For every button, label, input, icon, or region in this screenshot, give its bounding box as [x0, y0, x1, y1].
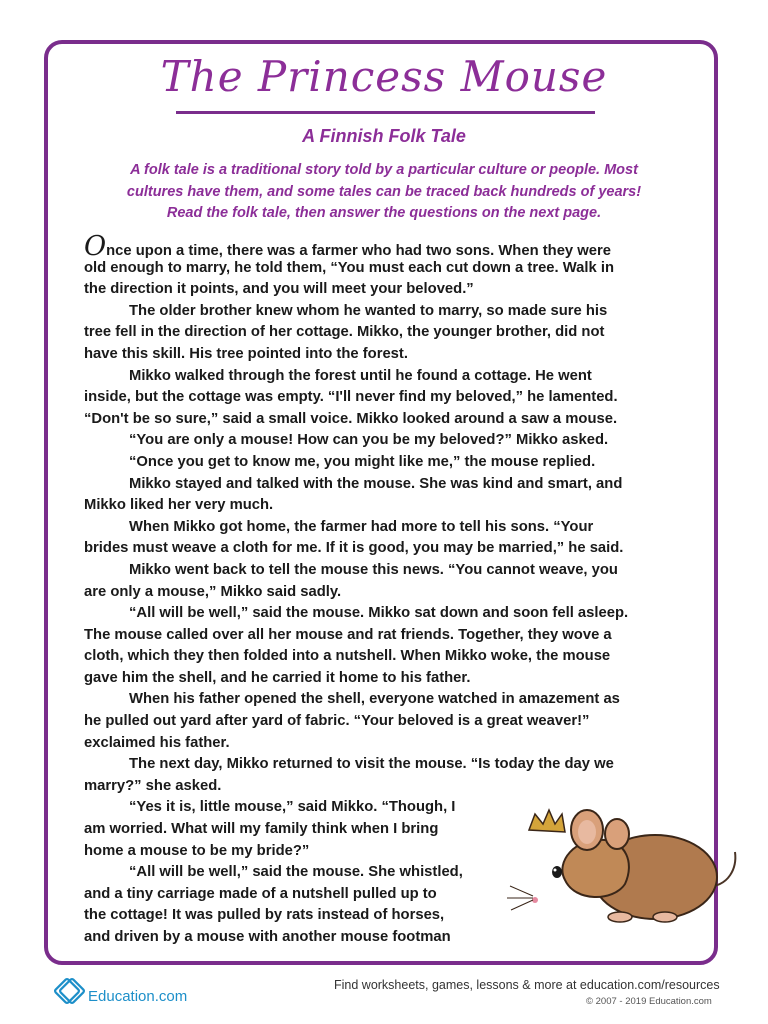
story-line: brides must weave a cloth for me. If it is good, you may be married,” he said.	[84, 540, 624, 557]
drop-cap: O	[84, 231, 107, 262]
story-line: tree fell in the direction of her cottage. Mikko, the younger brother, did not	[84, 324, 605, 341]
story-line: Mikko liked her very much.	[84, 497, 274, 514]
story-line: the cottage! It was pulled by rats instead of horses,	[84, 907, 445, 924]
story-line: When his father opened the shell, everyone watched in amazement as	[129, 691, 620, 708]
story-line: have this skill. His tree pointed into the forest.	[84, 345, 408, 362]
story-line: Mikko went back to tell the mouse this news. “You cannot weave, you	[129, 561, 618, 578]
story-line: “All will be well,” said the mouse. She whistled,	[129, 864, 463, 881]
story-line: old enough to marry, he told them, “You must each cut down a tree. Walk in	[84, 259, 614, 276]
story-line: The next day, Mikko returned to visit the mouse. “Is today the day we	[129, 756, 614, 773]
story-line: The mouse called over all her mouse and rat friends. Together, they wove a	[84, 626, 612, 643]
story-line: “Once you get to know me, you might like me,” the mouse replied.	[129, 453, 596, 470]
story-line: home a mouse to be my bride?”	[84, 842, 310, 859]
story-line: nce upon a time, there was a farmer who had two sons. When they were	[106, 243, 611, 259]
footer-copyright: © 2007 - 2019 Education.com	[586, 996, 712, 1007]
story-line: and a tiny carriage made of a nutshell pulled up to	[84, 885, 437, 902]
story-line: Mikko walked through the forest until he found a cottage. He went	[129, 367, 592, 384]
title-underline	[176, 111, 595, 114]
story-line: The older brother knew whom he wanted to marry, so made sure his	[129, 302, 608, 319]
story-line: “You are only a mouse! How can you be my beloved?” Mikko asked.	[129, 432, 609, 449]
story-line: he pulled out yard after yard of fabric. “Your beloved is a great weaver!”	[84, 713, 590, 730]
education-logo-icon	[52, 972, 88, 1008]
story-line: “Don't be so sure,” said a small voice. Mikko looked around a saw a mouse.	[84, 410, 618, 427]
intro-line: A folk tale is a traditional story told by a particular culture or people. Most	[130, 162, 638, 178]
story-line: are only a mouse,” Mikko said sadly.	[84, 583, 342, 600]
intro-paragraph	[80, 160, 688, 225]
story-line: inside, but the cottage was empty. “I'll never find my beloved,” he lamented.	[84, 389, 618, 406]
intro-line: Read the folk tale, then answer the questions on the next page.	[166, 205, 602, 221]
page-subtitle: A Finnish Folk Tale	[302, 126, 466, 146]
page-title: The Princess Mouse	[160, 52, 608, 101]
story-line: the direction it points, and you will meet your beloved.”	[84, 281, 474, 298]
intro-line: cultures have them, and some tales can be traced back hundreds of years!	[126, 183, 642, 200]
story-line: “All will be well,” said the mouse. Mikko sat down and soon fell asleep.	[129, 605, 629, 622]
princess-mouse-illustration	[505, 792, 740, 932]
story-line: When Mikko got home, the farmer had more to tell his sons. “Your	[129, 518, 594, 535]
footer-resources-link[interactable]: Find worksheets, games, lessons & more at education.com/resources	[334, 978, 720, 992]
story-line: gave him the shell, and he carried it home to his father.	[84, 669, 471, 686]
story-line: cloth, which they then folded into a nutshell. When Mikko woke, the mouse	[84, 648, 611, 665]
story-line: am worried. What will my family think when I bring	[84, 821, 439, 838]
story-line: marry?” she asked.	[84, 777, 222, 794]
story-line: and driven by a mouse with another mouse footman	[84, 929, 451, 945]
story-line: “Yes it is, little mouse,” said Mikko. “Though, I	[129, 799, 456, 816]
story-line: Mikko stayed and talked with the mouse. She was kind and smart, and	[129, 475, 623, 492]
story-line: exclaimed his father.	[84, 734, 230, 751]
story-first-line	[84, 231, 684, 262]
education-logo-text[interactable]: Education.com	[88, 988, 188, 1005]
